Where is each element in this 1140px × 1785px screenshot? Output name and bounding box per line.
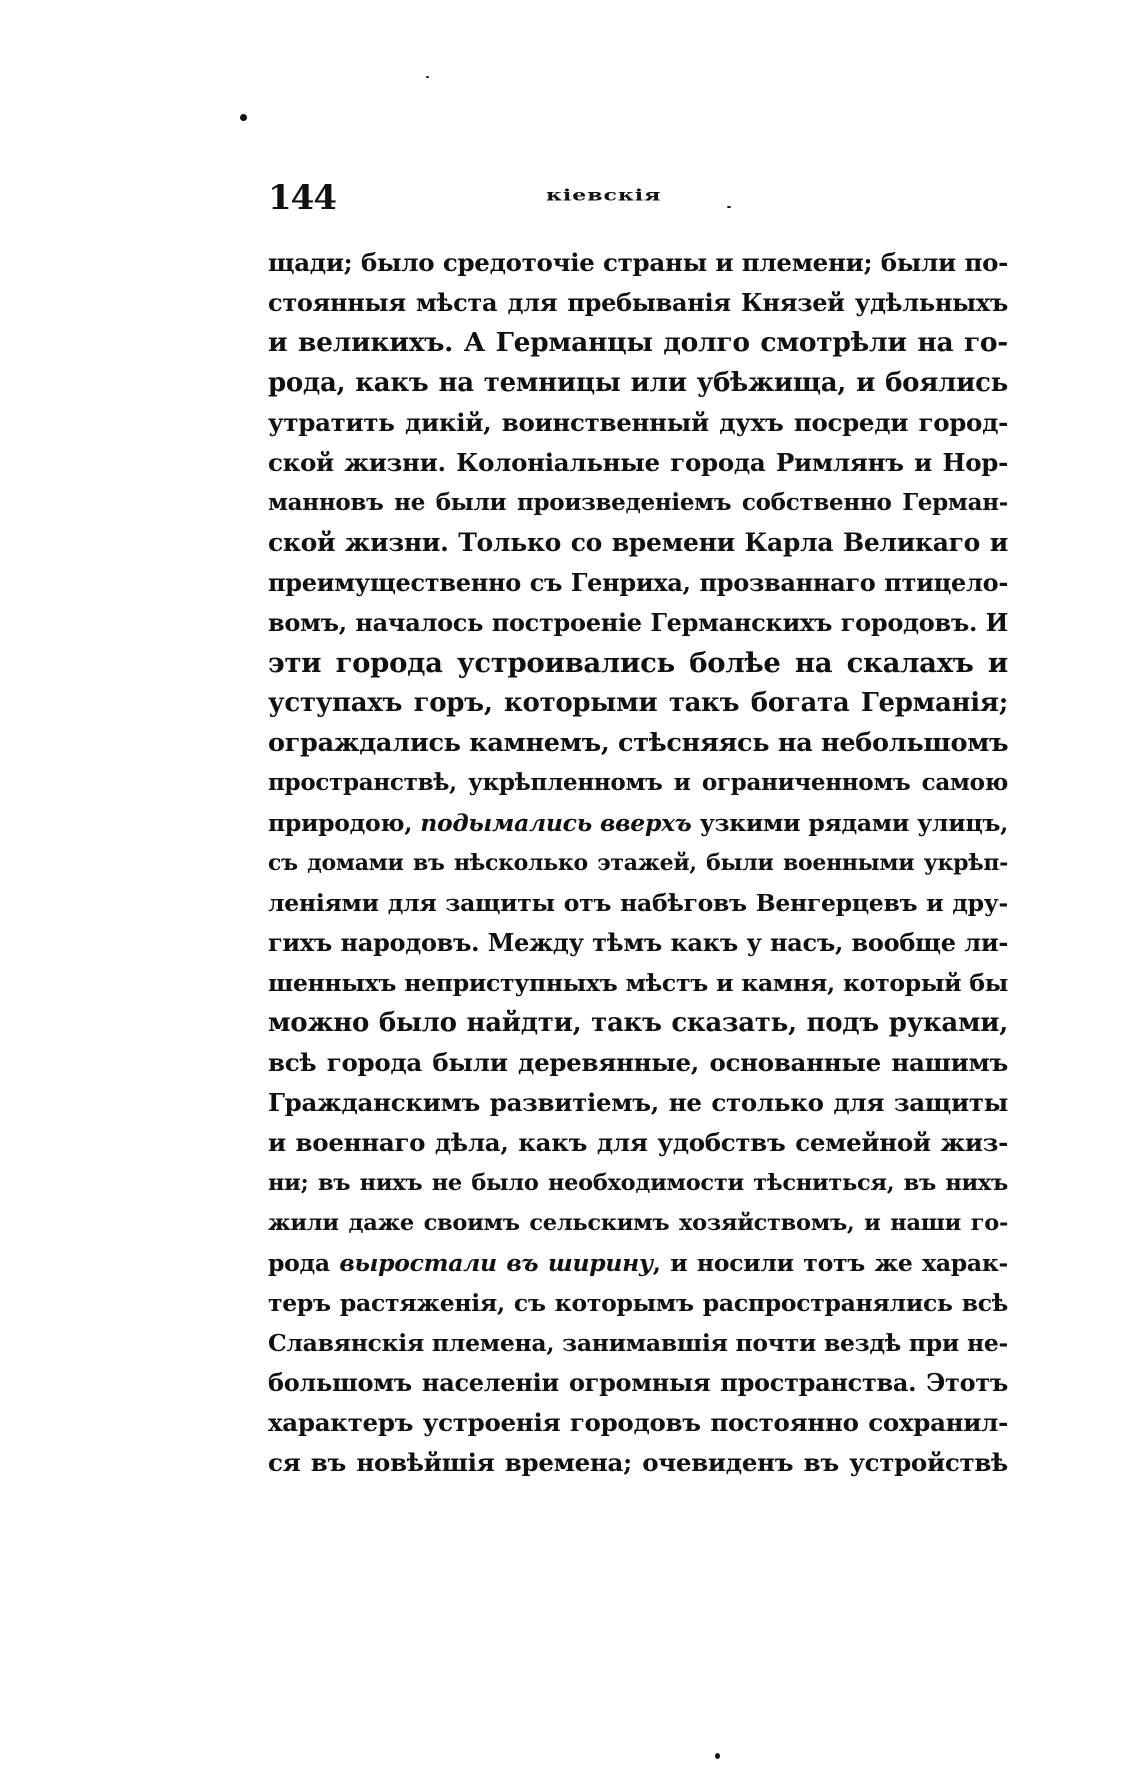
text-segment: гихъ народовъ. Между тѣмъ какъ у насъ, вообще ли- (268, 928, 1008, 957)
text-line (268, 1443, 1008, 1483)
text-segment: рода, какъ на темницы или убѣжища, и боялись (268, 368, 1008, 398)
text-line (268, 1083, 1008, 1123)
text-line (268, 1403, 1008, 1443)
text-line (268, 523, 1008, 563)
page-number: 144 (268, 178, 336, 218)
text-line (268, 1203, 1008, 1243)
text-line (268, 683, 1008, 723)
text-segment: утратить дикій, воинственный духъ посреди город- (268, 408, 1008, 437)
text-line (268, 483, 1008, 523)
text-line (268, 443, 1008, 483)
text-line (268, 1323, 1008, 1363)
text-segment: ни; въ нихъ не было необходимости тѣсниться, въ нихъ (268, 1170, 1008, 1196)
text-line (268, 603, 1008, 643)
italic-phrase: подымались вверхъ (420, 809, 692, 837)
text-segment: шенныхъ неприступныхъ мѣстъ и камня, который бы (268, 969, 1008, 997)
text-segment: Гражданскимъ развитіемъ, не столько для защиты (268, 1088, 1008, 1117)
text-segment: природою, (268, 809, 421, 837)
text-segment: рода (268, 1249, 340, 1277)
text-segment: ограждались камнемъ, стѣсняясь на небольшомъ (268, 728, 1009, 758)
text-line (268, 643, 1008, 683)
page-header (268, 178, 1008, 218)
text-line (268, 803, 1008, 843)
text-segment: всѣ города были деревянные, основанные нашимъ (268, 1048, 1008, 1077)
text-segment: можно было найдти, такъ сказать, подъ руками, (268, 1008, 1008, 1038)
text-line (268, 963, 1008, 1003)
text-segment: манновъ не были произведеніемъ собственно Герман- (268, 489, 1008, 516)
text-segment: леніями для защиты отъ набѣговъ Венгерцевъ и дру- (268, 889, 1008, 917)
text-segment: узкими рядами улицъ, (691, 809, 1008, 837)
text-line (268, 1123, 1008, 1163)
text-line (268, 243, 1008, 283)
text-line (268, 1283, 1008, 1323)
text-segment: , и носили тотъ же харак- (652, 1249, 1008, 1277)
text-segment: и военнаго дѣла, какъ для удобствъ семейной жиз- (268, 1128, 1008, 1157)
ink-speck (715, 1753, 720, 1759)
text-line (268, 363, 1008, 403)
text-segment: ской жизни. Только со времени Карла Великаго и (268, 528, 1008, 557)
body-text (268, 243, 1008, 1483)
text-line (268, 923, 1008, 963)
text-segment: пространствѣ, укрѣпленномъ и ограниченномъ самою (268, 769, 1008, 796)
text-line (268, 1043, 1008, 1083)
text-line (268, 1363, 1008, 1403)
text-line (268, 763, 1008, 803)
text-line (268, 843, 1008, 883)
text-segment: щади; было средоточіе страны и племени; были по- (268, 248, 1008, 277)
text-line (268, 283, 1008, 323)
ink-speck (240, 114, 247, 121)
text-segment: Славянскія племена, занимавшія почти вездѣ при не- (268, 1329, 1008, 1357)
text-segment: эти города устроивались болѣе на скалахъ и (268, 647, 1008, 679)
text-line (268, 1163, 1008, 1203)
text-line (268, 403, 1008, 443)
running-head: кіевскія (546, 186, 662, 205)
italic-phrase: выростали въ ширину (339, 1249, 653, 1277)
text-segment: ской жизни. Колоніальные города Римлянъ и Нор- (268, 448, 1008, 477)
text-line (268, 723, 1008, 763)
ink-speck (426, 76, 429, 78)
text-segment: и великихъ. А Германцы долго смотрѣли на го- (268, 327, 1008, 358)
text-segment: вомъ, началось построеніе Германскихъ городовъ. И (268, 608, 1008, 637)
text-segment: стоянныя мѣста для пребыванія Князей удѣльныхъ (268, 288, 1008, 317)
text-segment: преимущественно съ Генриха, прозваннаго птицело- (268, 568, 1008, 597)
text-line (268, 323, 1008, 363)
text-line (268, 563, 1008, 603)
text-line (268, 1003, 1008, 1043)
text-segment: съ домами въ нѣсколько этажей, были военными укрѣп- (268, 850, 1008, 876)
text-segment: большомъ населеніи огромныя пространства. Этотъ (268, 1368, 1008, 1397)
text-segment: жили даже своимъ сельскимъ хозяйствомъ, и наши го- (268, 1210, 1008, 1236)
text-segment: характеръ устроенія городовъ постоянно сохранил- (268, 1408, 1008, 1437)
text-segment: теръ растяженія, съ которымъ распространялись всѣ (268, 1289, 1008, 1317)
text-segment: ся въ новѣйшія времена; очевиденъ въ устройствѣ (268, 1448, 1008, 1477)
text-segment: уступахъ горъ, которыми такъ богата Германія; (268, 688, 1008, 718)
text-line (268, 1243, 1008, 1283)
text-line (268, 883, 1008, 923)
